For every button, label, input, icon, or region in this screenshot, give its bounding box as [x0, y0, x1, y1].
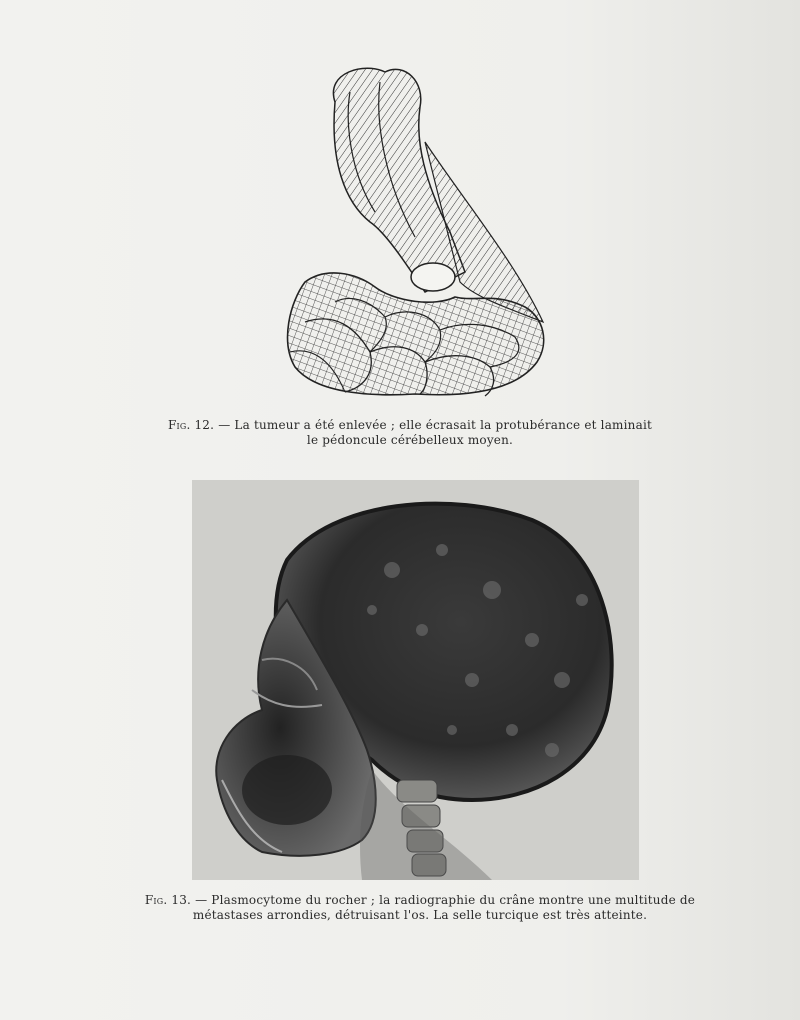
figure-12-label: Fig. 12. [167, 418, 215, 432]
brainstem-tumor-drawing-icon [275, 62, 550, 402]
figure-12-caption-line2: le pédoncule cérébelleux moyen. [306, 433, 514, 447]
figure-12-caption-line1: — La tumeur a été enlevée ; elle écrasait la protubérance et laminait [218, 418, 653, 432]
figure-13-caption [120, 893, 720, 923]
skull-xray-photo-icon [192, 480, 639, 880]
figure-13-label: Fig. 13. [144, 893, 192, 907]
figure-13-caption-line1: — Plasmocytome du rocher ; la radiographie du crâne montre une multitude de [195, 893, 696, 907]
figure-12-drawing [275, 62, 550, 402]
figure-13-photo [192, 480, 639, 880]
figure-12-caption [150, 418, 670, 448]
figure-13-caption-line2: métastases arrondies, détruisant l'os. La selle turcique est très atteinte. [192, 908, 648, 922]
